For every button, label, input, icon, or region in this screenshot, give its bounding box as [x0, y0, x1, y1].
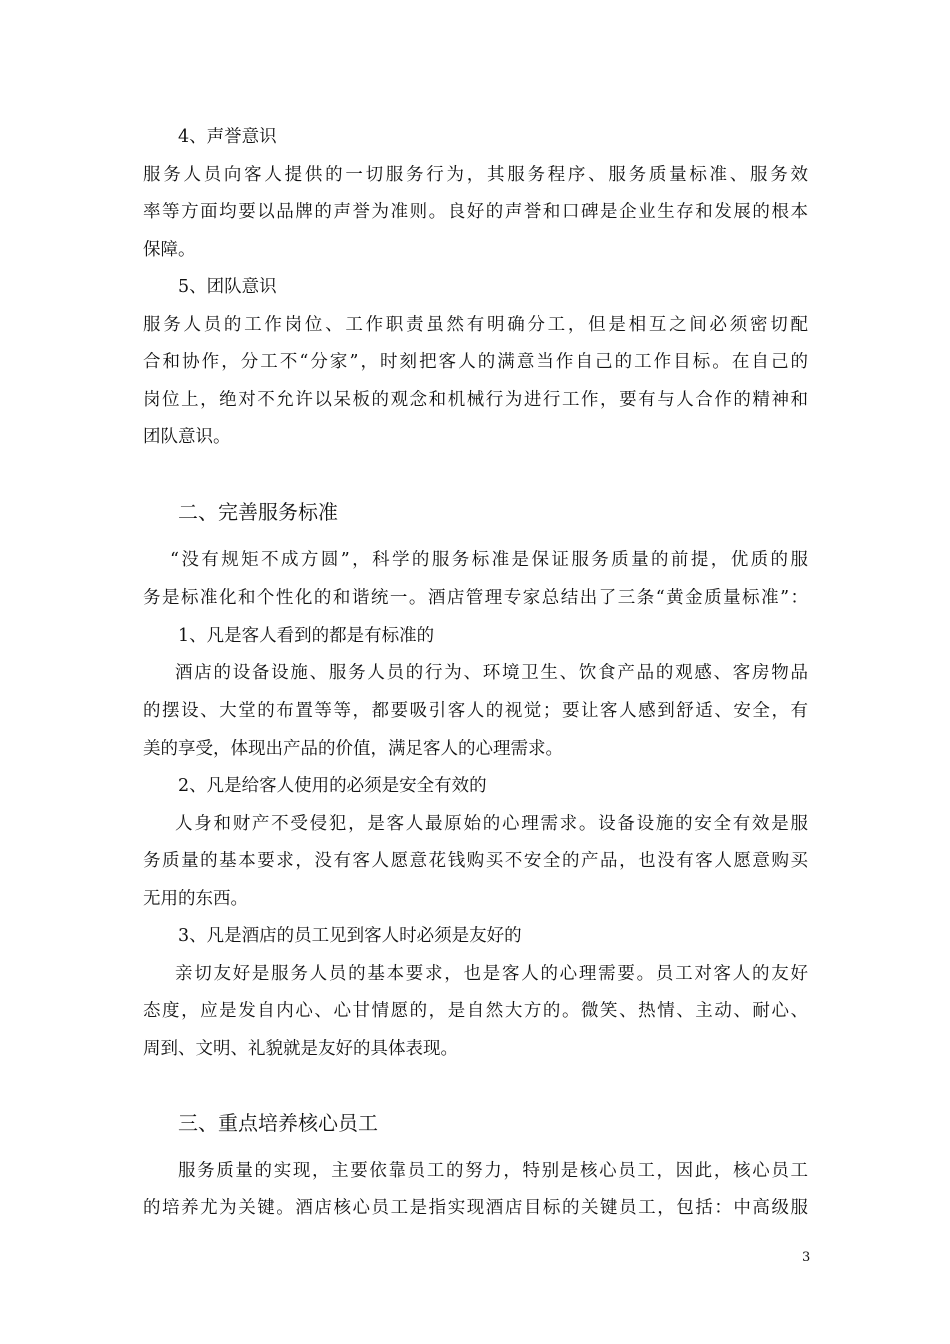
paragraph-line: 人身和财产不受侵犯，是客人最原始的心理需求。设备设施的安全有效是服	[175, 814, 808, 834]
page-number: 3	[802, 1250, 811, 1265]
paragraph-line: 周到、文明、礼貌就是友好的具体表现。	[143, 1039, 458, 1059]
paragraph-line: 美的享受，体现出产品的价值，满足客人的心理需求。	[143, 739, 563, 759]
subheading-item-3: 3、凡是酒店的员工见到客人时必须是友好的	[178, 926, 522, 946]
paragraph-line: 务质量的基本要求，没有客人愿意花钱购买不安全的产品，也没有客人愿意购买	[143, 851, 808, 871]
section-heading-core-staff: 三、重点培养核心员工	[178, 1111, 378, 1135]
paragraph-line: 保障。	[143, 240, 196, 260]
subheading-team: 5、团队意识	[178, 277, 277, 297]
paragraph-line: 态度，应是发自内心、心甘情愿的，是自然大方的。微笑、热情、主动、耐心、	[143, 1001, 808, 1021]
paragraph-line: 团队意识。	[143, 427, 231, 447]
paragraph-line: 合和协作，分工不“分家”，时刻把客人的满意当作自己的工作目标。在自己的	[143, 352, 808, 372]
paragraph-line: 酒店的设备设施、服务人员的行为、环境卫生、饮食产品的观感、客房物品	[175, 663, 808, 683]
subheading-reputation: 4、声誉意识	[178, 127, 277, 147]
paragraph-line: 的培养尤为关键。酒店核心员工是指实现酒店目标的关键员工，包括：中高级服	[143, 1198, 808, 1218]
paragraph-line: 亲切友好是服务人员的基本要求，也是客人的心理需要。员工对客人的友好	[175, 964, 808, 984]
subheading-item-2: 2、凡是给客人使用的必须是安全有效的	[178, 776, 487, 796]
paragraph-line: 岗位上，绝对不允许以呆板的观念和机械行为进行工作，要有与人合作的精神和	[143, 390, 808, 410]
paragraph-line: 无用的东西。	[143, 889, 248, 909]
subheading-item-1: 1、凡是客人看到的都是有标准的	[178, 626, 435, 646]
paragraph-line: 率等方面均要以品牌的声誉为准则。良好的声誉和口碑是企业生存和发展的根本	[143, 202, 808, 222]
paragraph-line: 务是标准化和个性化的和谐统一。酒店管理专家总结出了三条“黄金质量标准”：	[143, 588, 808, 608]
paragraph-line: 的摆设、大堂的布置等等，都要吸引客人的视觉；要让客人感到舒适、安全，有	[143, 701, 808, 721]
paragraph-line: “没有规矩不成方圆”，科学的服务标准是保证服务质量的前提，优质的服	[170, 550, 808, 570]
paragraph-line: 服务人员的工作岗位、工作职责虽然有明确分工，但是相互之间必须密切配	[143, 315, 808, 335]
paragraph-line: 服务质量的实现，主要依靠员工的努力，特别是核心员工，因此，核心员工	[178, 1161, 808, 1181]
paragraph-line: 服务人员向客人提供的一切服务行为，其服务程序、服务质量标准、服务效	[143, 165, 808, 185]
section-heading-standards: 二、完善服务标准	[178, 500, 338, 524]
